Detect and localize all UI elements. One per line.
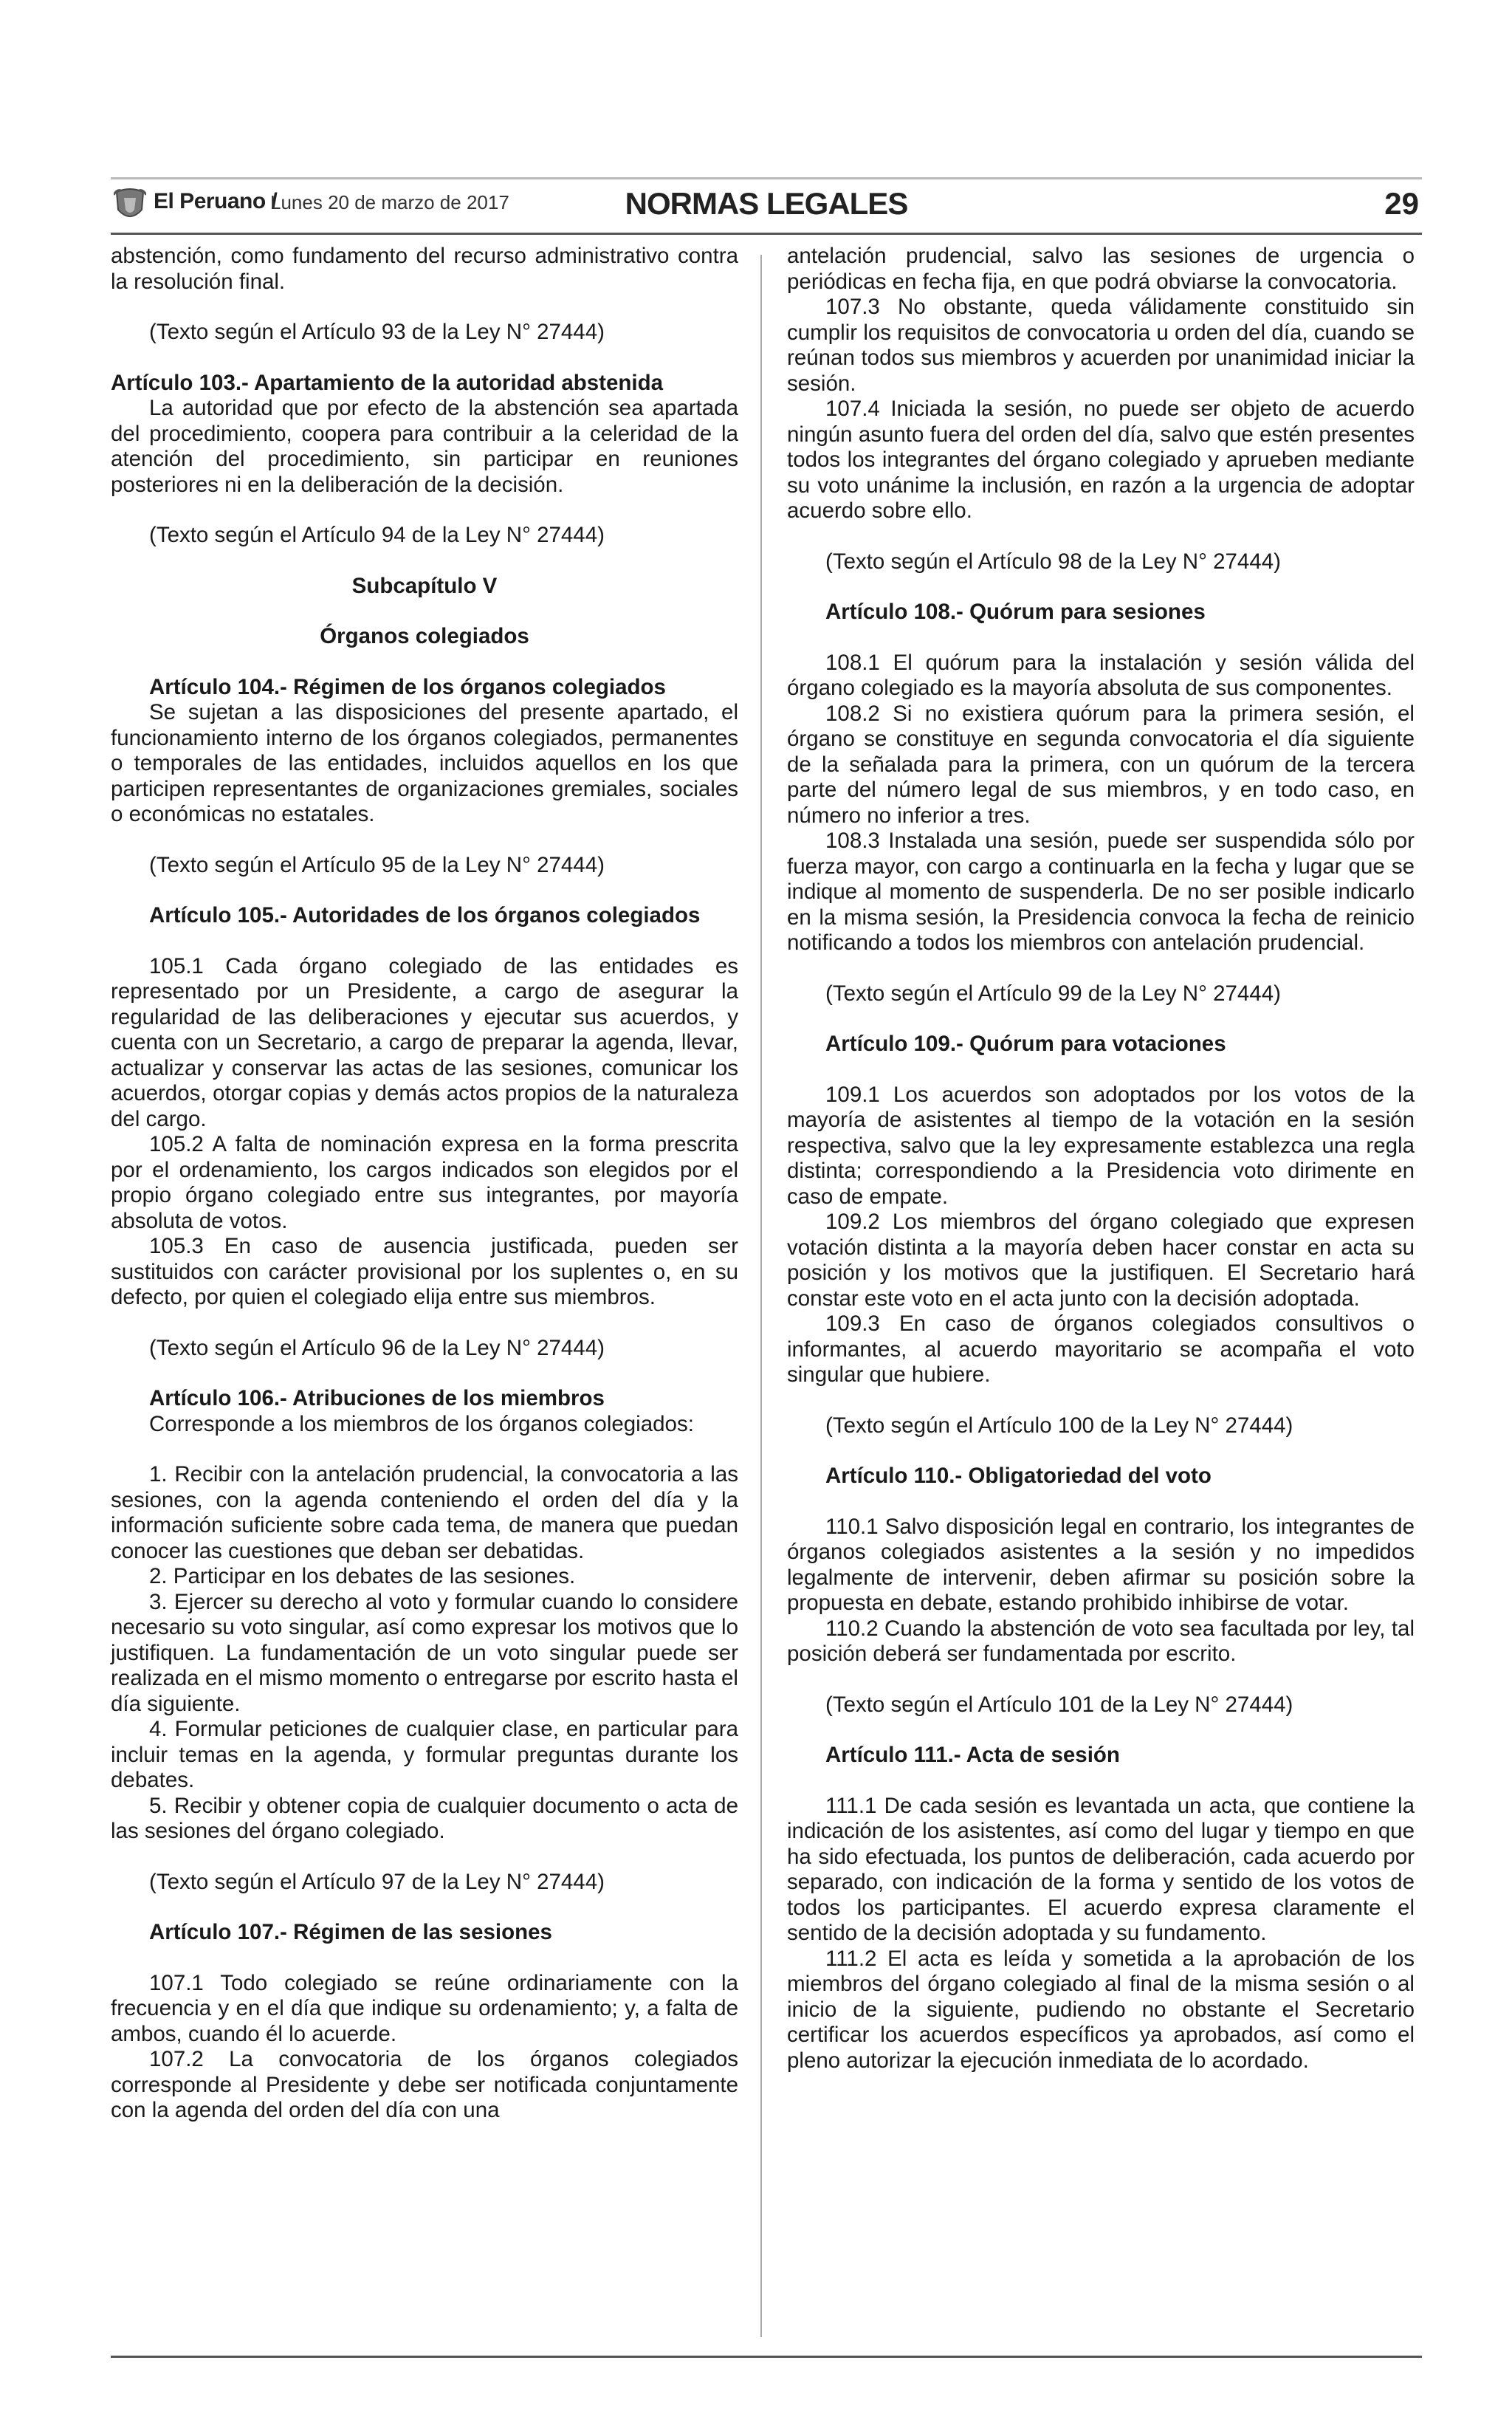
article-heading: Artículo 107.- Régimen de las sesiones [149,1920,552,1944]
citation: (Texto según el Artículo 97 de la Ley N° 27444) [149,1869,605,1894]
paragraph: 109.3 En caso de órganos colegiados consultivos o informantes, al acuerdo mayoritario se acompaña el voto singular que hubiere. [787,1311,1415,1387]
paragraph: Corresponde a los miembros de los órganos colegiados: [149,1411,694,1436]
paragraph: abstención, como fundamento del recurso administrativo contra la resolución final. [111,244,738,294]
subchapter-title: Órganos colegiados [320,624,529,648]
paragraph: La autoridad que por efecto de la abstención sea apartada del procedimiento, coopera para contribuir a la celeridad de la atención del procedimiento, sin participar en reuniones posteriores ni en la deliberación de la decisión. [111,396,738,497]
paragraph: 108.1 El quórum para la instalación y sesión válida del órgano colegiado es la mayoría absoluta de sus componentes. [787,650,1415,700]
article-heading: Artículo 111.- Acta de sesión [825,1743,1120,1767]
paragraph: 109.2 Los miembros del órgano colegiado que expresen votación distinta a la mayoría deben hacer constar en acta su posición y los motivos que la justifiquen. El Secretario hará constar este voto en el acta junto con la decisión adoptada. [787,1210,1415,1311]
header-rule [111,233,1422,235]
article-heading: Artículo 105.- Autoridades de los órganos colegiados [149,903,701,927]
paragraph: 107.4 Iniciada la sesión, no puede ser objeto de acuerdo ningún asunto fuera del orden del día, salvo que estén presentes todos los integrantes del órgano colegiado y aprueben mediante su voto unánime la inclusión, en razón a la urgencia de adoptar acuerdo sobre ello. [787,397,1415,523]
citation: (Texto según el Artículo 99 de la Ley N° 27444) [825,981,1281,1006]
list-item: 4. Formular peticiones de cualquier clase, en particular para incluir temas en la agenda, y formular preguntas durante los debates. [111,1717,738,1792]
article-heading: Artículo 109.- Quórum para votaciones [825,1032,1226,1056]
paragraph: 110.1 Salvo disposición legal en contrario, los integrantes de órganos colegiados asistentes a la sesión y no impedidos legalmente de intervenir, deben afirmar su posición sobre la propuesta en debate, estando prohibido inhibirse de votar. [787,1514,1415,1615]
paragraph: 105.2 A falta de nominación expresa en la forma prescrita por el ordenamiento, los cargos indicados son elegidos por el propio órgano colegiado entre sus integrantes, por mayoría absoluta de votos. [111,1132,738,1233]
paragraph: 108.3 Instalada una sesión, puede ser suspendida sólo por fuerza mayor, con cargo a continuarla en la fecha y lugar que se indique al momento de suspenderla. De no ser posible indicarlo en la misma sesión, la Presidencia convoca la fecha de reinicio notificando a todos los miembros con antelación prudencial. [787,829,1415,955]
article-heading: Artículo 103.- Apartamiento de la autoridad abstenida [111,370,664,395]
paragraph: 111.1 De cada sesión es levantada un acta, que contiene la indicación de los asistentes, así como del lugar y tiempo en que ha sido efectuada, los puntos de deliberación, cada acuerdo por separado, con indicación de la forma y sentido de los votos de todos los participantes. El acuerdo expresa claramente el sentido de la decisión adoptada y su fundamento. [787,1793,1415,1945]
citation: (Texto según el Artículo 98 de la Ley N° 27444) [825,549,1281,574]
list-item: 1. Recibir con la antelación prudencial, la convocatoria a las sesiones, con la agenda conteniendo el orden del día y la información suficiente sobre cada tema, de manera que puedan conocer las cuestiones que deban ser debatidas. [111,1462,738,1563]
paragraph: antelación prudencial, salvo las sesiones de urgencia o periódicas en fecha fija, en que podrá obviarse la convocatoria. [787,244,1415,294]
page-header [111,185,1422,230]
paragraph: 107.3 No obstante, queda válidamente constituido sin cumplir los requisitos de convocatoria u orden del día, cuando se reúnan todos sus miembros y acuerden por unanimidad iniciar la sesión. [787,295,1415,396]
paragraph: 107.2 La convocatoria de los órganos colegiados corresponde al Presidente y debe ser notificada conjuntamente con la agenda del orden del día con una [111,2047,738,2122]
paragraph: 109.1 Los acuerdos son adoptados por los votos de la mayoría de asistentes al tiempo de la votación en la sesión respectiva, salvo que la ley expresamente establezca una regla distinta; correspondiendo a la Presidencia voto dirimente en caso de empate. [787,1082,1415,1209]
section-title: NORMAS LEGALES [625,186,908,221]
article-heading: Artículo 110.- Obligatoriedad del voto [825,1464,1212,1488]
paragraph: 107.1 Todo colegiado se reúne ordinariamente con la frecuencia y en el día que indique su ordenamiento; y, a falta de ambos, cuando él lo acuerde. [111,1970,738,2046]
article-heading: Artículo 108.- Quórum para sesiones [825,600,1206,624]
citation: (Texto según el Artículo 96 de la Ley N° 27444) [149,1335,605,1360]
top-rule [111,177,1422,179]
issue-date: Lunes 20 de marzo de 2017 [270,191,509,213]
footer-rule [111,2356,1422,2358]
page-number: 29 [1384,186,1419,221]
list-item: 2. Participar en los debates de las sesiones. [149,1564,576,1588]
paragraph: 110.2 Cuando la abstención de voto sea facultada por ley, tal posición deberá ser fundamentada por escrito. [787,1616,1415,1666]
paragraph: Se sujetan a las disposiciones del presente apartado, el funcionamiento interno de los órganos colegiados, permanentes o temporales de las entidades, incluidos aquellos en los que participen representantes de organizaciones gremiales, sociales o económicas no estatales. [111,700,738,826]
citation: (Texto según el Artículo 94 de la Ley N° 27444) [149,523,605,547]
paragraph: 105.1 Cada órgano colegiado de las entidades es representado por un Presidente, a cargo de asegurar la regularidad de las deliberaciones y ejecutar sus acuerdos, y cuenta con un Secretario, a cargo de preparar la agenda, llevar, actualizar y conservar las actas de las sesiones, comunicar los acuerdos, otorgar copias y demás actos propios de la naturaleza del cargo. [111,953,738,1131]
citation: (Texto según el Artículo 101 de la Ley N° 27444) [825,1692,1293,1717]
left-column [111,244,738,2124]
article-heading: Artículo 106.- Atribuciones de los miembros [149,1386,605,1410]
newspaper-brand: El Peruano / [154,189,278,213]
list-item: 3. Ejercer su derecho al voto y formular cuando lo considere necesario su voto singular, así como expresar los motivos que lo justifiquen. La fundamentación de un voto singular puede ser realizada en el mismo momento o entregarse por escrito hasta el día siguiente. [111,1589,738,1716]
citation: (Texto según el Artículo 93 de la Ley N° 27444) [149,320,605,344]
column-divider [760,255,762,2337]
paragraph: 111.2 El acta es leída y sometida a la aprobación de los miembros del órgano colegiado al final de la misma sesión o al inicio de la siguiente, pudiendo no obstante el Secretario certificar los acuerdos específicos ya aprobados, así como el pleno autorizar la ejecución inmediata de lo acordado. [787,1946,1415,2073]
paragraph: 108.2 Si no existiera quórum para la primera sesión, el órgano se constituye en segunda convocatoria el día siguiente de la señalada para la primera, con un quórum de la tercera parte del número legal de sus miembros, y en todo caso, en número no inferior a tres. [787,701,1415,828]
list-item: 5. Recibir y obtener copia de cualquier documento o acta de las sesiones del órgano colegiado. [111,1793,738,1843]
article-heading: Artículo 104.- Régimen de los órganos colegiados [149,674,666,699]
citation: (Texto según el Artículo 95 de la Ley N° 27444) [149,852,605,877]
subchapter-number: Subcapítulo V [351,573,498,598]
right-column [787,244,1415,2074]
paragraph: 105.3 En caso de ausencia justificada, pueden ser sustituidos con carácter provisional por los suplentes o, en su defecto, por quien el colegiado elija entre sus miembros. [111,1234,738,1309]
citation: (Texto según el Artículo 100 de la Ley N° 27444) [825,1413,1293,1438]
